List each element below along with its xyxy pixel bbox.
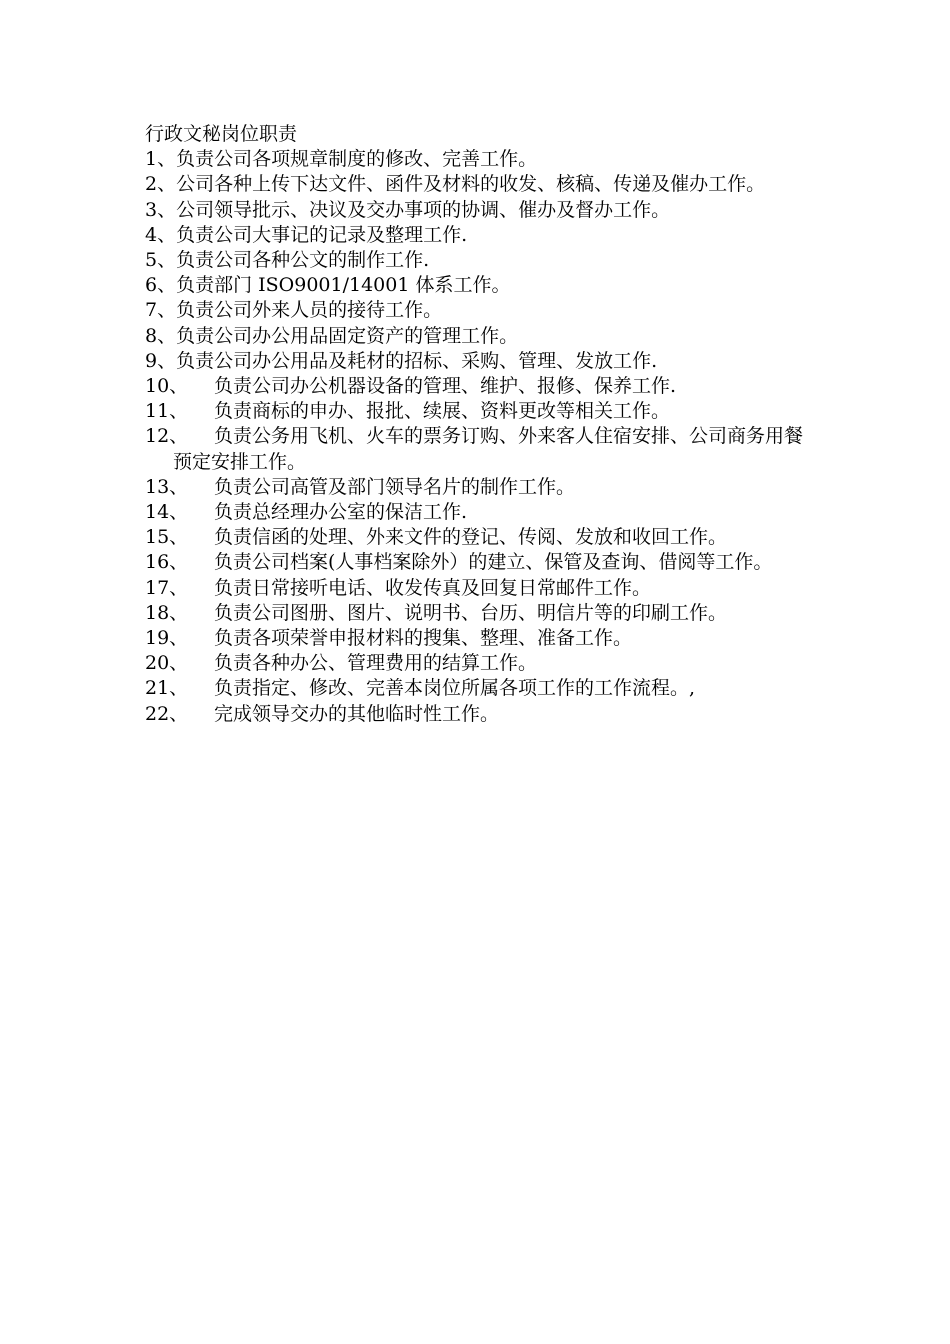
duty-item-number: 17、 bbox=[145, 576, 189, 599]
duty-list bbox=[145, 147, 810, 727]
duty-item bbox=[145, 324, 810, 349]
duty-item-text: 负责公司各种公文的制作工作. bbox=[176, 249, 430, 272]
duty-item bbox=[145, 702, 810, 727]
duty-item bbox=[145, 424, 810, 474]
duty-item-text: 负责各种办公、管理费用的结算工作。 bbox=[214, 652, 538, 675]
duty-item-text: 负责部门 ISO9001/14001 体系工作。 bbox=[176, 274, 511, 297]
duty-item-text: 负责公司办公用品及耗材的招标、采购、管理、发放工作. bbox=[176, 349, 658, 372]
duty-item-number: 22、 bbox=[145, 702, 189, 725]
duty-item-number: 18、 bbox=[145, 601, 189, 624]
duty-item bbox=[145, 298, 810, 323]
duty-item-number: 20、 bbox=[145, 652, 189, 675]
duty-item bbox=[145, 676, 810, 701]
duty-item-text: 负责总经理办公室的保洁工作. bbox=[214, 501, 468, 524]
duty-item-number: 10、 bbox=[145, 375, 189, 398]
duty-item bbox=[145, 223, 810, 248]
duty-item-text: 负责指定、修改、完善本岗位所属各项工作的工作流程。, bbox=[214, 677, 696, 700]
duty-item bbox=[145, 525, 810, 550]
duty-item-text: 负责公司办公机器设备的管理、维护、报修、保养工作. bbox=[214, 375, 677, 398]
document-title: 行政文秘岗位职责 bbox=[145, 123, 298, 145]
duty-item-text: 负责各项荣誉申报材料的搜集、整理、准备工作。 bbox=[214, 627, 633, 650]
duty-item-text: 负责信函的处理、外来文件的登记、传阅、发放和收回工作。 bbox=[214, 526, 728, 549]
duty-item-number: 3、 bbox=[145, 198, 177, 221]
duty-item-text: 负责日常接听电话、收发传真及回复日常邮件工作。 bbox=[214, 576, 652, 599]
duty-item-text: 完成领导交办的其他临时性工作。 bbox=[214, 702, 500, 725]
duty-item-number: 8、 bbox=[145, 324, 177, 347]
duty-item bbox=[145, 374, 810, 399]
duty-item-text: 负责公司各项规章制度的修改、完善工作。 bbox=[176, 148, 538, 171]
duty-item-number: 1、 bbox=[145, 148, 177, 171]
duty-item-number: 21、 bbox=[145, 677, 189, 700]
duty-item-text: 负责公务用飞机、火车的票务订购、外来客人住宿安排、公司商务用餐预定安排工作。 bbox=[173, 425, 804, 473]
duty-item-number: 19、 bbox=[145, 627, 189, 650]
duty-item bbox=[145, 651, 810, 676]
duty-item bbox=[145, 626, 810, 651]
duty-item-text: 负责商标的申办、报批、续展、资料更改等相关工作。 bbox=[214, 400, 671, 423]
duty-item-number: 12、 bbox=[145, 425, 189, 448]
duty-item-number: 15、 bbox=[145, 526, 189, 549]
document-body bbox=[145, 122, 810, 727]
duty-item bbox=[145, 550, 810, 575]
duty-item bbox=[145, 172, 810, 197]
duty-item-number: 2、 bbox=[145, 173, 177, 196]
duty-item-number: 11、 bbox=[145, 400, 189, 423]
duty-item-text: 负责公司档案(人事档案除外）的建立、保管及查询、借阅等工作。 bbox=[214, 551, 773, 574]
duty-item-number: 4、 bbox=[145, 223, 177, 246]
duty-item bbox=[145, 601, 810, 626]
duty-item-text: 公司各种上传下达文件、函件及材料的收发、核稿、传递及催办工作。 bbox=[176, 173, 766, 196]
duty-item-number: 7、 bbox=[145, 299, 177, 322]
duty-item bbox=[145, 273, 810, 298]
duty-item-number: 16、 bbox=[145, 551, 189, 574]
duty-item bbox=[145, 399, 810, 424]
duty-item bbox=[145, 147, 810, 172]
duty-item-number: 13、 bbox=[145, 475, 189, 498]
duty-item-text: 负责公司图册、图片、说明书、台历、明信片等的印刷工作。 bbox=[214, 601, 728, 624]
duty-item-number: 9、 bbox=[145, 349, 177, 372]
duty-item-text: 公司领导批示、决议及交办事项的协调、催办及督办工作。 bbox=[176, 198, 671, 221]
duty-item bbox=[145, 349, 810, 374]
duty-item bbox=[145, 576, 810, 601]
duty-item-text: 负责公司外来人员的接待工作。 bbox=[176, 299, 443, 322]
duty-item-text: 负责公司大事记的记录及整理工作. bbox=[176, 223, 468, 246]
duty-item bbox=[145, 248, 810, 273]
duty-item bbox=[145, 475, 810, 500]
duty-item-text: 负责公司办公用品固定资产的管理工作。 bbox=[176, 324, 519, 347]
duty-item-number: 5、 bbox=[145, 249, 177, 272]
duty-item-text: 负责公司高管及部门领导名片的制作工作。 bbox=[214, 475, 576, 498]
duty-item bbox=[145, 500, 810, 525]
duty-item-number: 14、 bbox=[145, 501, 189, 524]
duty-item bbox=[145, 198, 810, 223]
duty-item-number: 6、 bbox=[145, 274, 177, 297]
